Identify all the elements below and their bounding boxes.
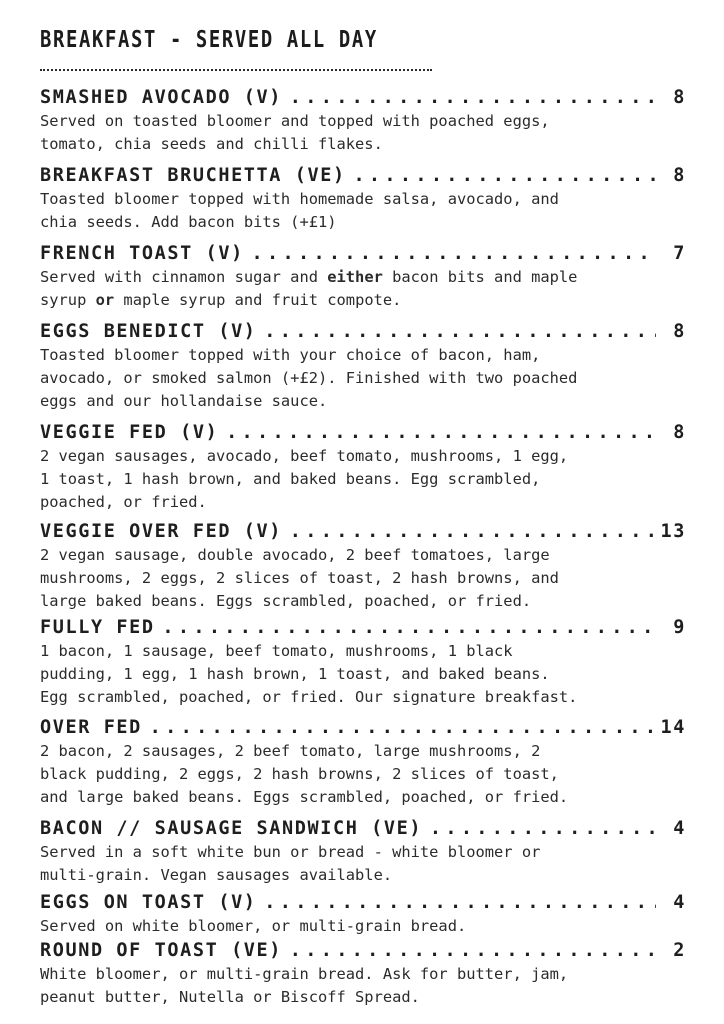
- item-description: Served in a soft white bun or bread - white bloomer or multi-grain. Vegan sausages available.: [40, 843, 541, 884]
- item-name: VEGGIE OVER FED (V) . . .: [40, 520, 656, 544]
- item-price: 8: [673, 422, 686, 443]
- item-name: OVER FED . . .: [40, 716, 656, 740]
- item-description: 2 bacon, 2 sausages, 2 beef tomato, large mushrooms, 2 black pudding, 2 eggs, 2 hash browns, 2 slices of toast, and large baked beans. Eggs scrambled, poached, or fried.: [40, 742, 569, 806]
- menu-item-over-fed: [40, 716, 686, 808]
- item-price: 14: [660, 717, 686, 738]
- item-description: Served on toasted bloomer and topped with poached eggs, tomato, chia seeds and chilli flakes.: [40, 112, 550, 153]
- item-description: Served with cinnamon sugar and either bacon bits and maple syrup or maple syrup and fruit compote.: [40, 268, 578, 309]
- item-name: VEGGIE FED (V) . . .: [40, 421, 656, 445]
- menu-item-veggie-over-fed: [40, 520, 686, 612]
- section-title: BREAKFAST - SERVED ALL DAY: [40, 27, 378, 53]
- item-description: 1 bacon, 1 sausage, beef tomato, mushrooms, 1 black pudding, 1 egg, 1 hash brown, 1 toast, and baked beans. Egg scrambled, poached, or fried. Our signature breakfast.: [40, 642, 578, 706]
- item-description: Served on white bloomer, or multi-grain bread.: [40, 917, 467, 935]
- menu-item-fully-fed: [40, 616, 686, 708]
- item-price: 7: [673, 243, 686, 264]
- item-name: EGGS ON TOAST (V) . . .: [40, 891, 656, 915]
- item-price: 4: [673, 818, 686, 839]
- menu-item-french-toast: [40, 242, 686, 312]
- item-description: White bloomer, or multi-grain bread. Ask for butter, jam, peanut butter, Nutella or Biscoff Spread.: [40, 965, 569, 1006]
- menu-item-veggie-fed: [40, 421, 686, 513]
- item-name: FULLY FED . . .: [40, 616, 656, 640]
- menu-item-bacon-sausage-sandwich: [40, 817, 686, 887]
- menu-item-round-of-toast: [40, 939, 686, 1009]
- menu-item-breakfast-bruchetta: [40, 164, 686, 234]
- item-name: ROUND OF TOAST (VE) . . .: [40, 939, 656, 963]
- menu-item-eggs-benedict: [40, 320, 686, 412]
- item-name: EGGS BENEDICT (V) . . .: [40, 320, 656, 344]
- item-price: 13: [660, 521, 686, 542]
- item-price: 2: [673, 940, 686, 961]
- item-name: BREAKFAST BRUCHETTA (VE) . . .: [40, 164, 656, 188]
- item-name: FRENCH TOAST (V) . . .: [40, 242, 656, 266]
- item-description: 2 vegan sausage, double avocado, 2 beef tomatoes, large mushrooms, 2 eggs, 2 slices of toast, 2 hash browns, and large baked beans. Eggs scrambled, poached, or fried.: [40, 546, 559, 610]
- item-description: 2 vegan sausages, avocado, beef tomato, mushrooms, 1 egg, 1 toast, 1 hash brown, and baked beans. Egg scrambled, poached, or fried.: [40, 447, 569, 511]
- item-price: 9: [673, 617, 686, 638]
- item-price: 4: [673, 892, 686, 913]
- item-name: SMASHED AVOCADO (V) . . .: [40, 86, 656, 110]
- item-price: 8: [673, 165, 686, 186]
- item-name: BACON // SAUSAGE SANDWICH (VE) . . .: [40, 817, 656, 841]
- item-description: Toasted bloomer topped with your choice of bacon, ham, avocado, or smoked salmon (+£2). Finished with two poached eggs and our hollandaise sauce.: [40, 346, 578, 410]
- item-description: Toasted bloomer topped with homemade salsa, avocado, and chia seeds. Add bacon bits (+£1): [40, 190, 559, 231]
- menu-item-eggs-on-toast: [40, 891, 686, 938]
- title-dotted-rule: [40, 69, 432, 71]
- item-price: 8: [673, 321, 686, 342]
- item-price: 8: [673, 87, 686, 108]
- menu-item-smashed-avocado: [40, 86, 686, 156]
